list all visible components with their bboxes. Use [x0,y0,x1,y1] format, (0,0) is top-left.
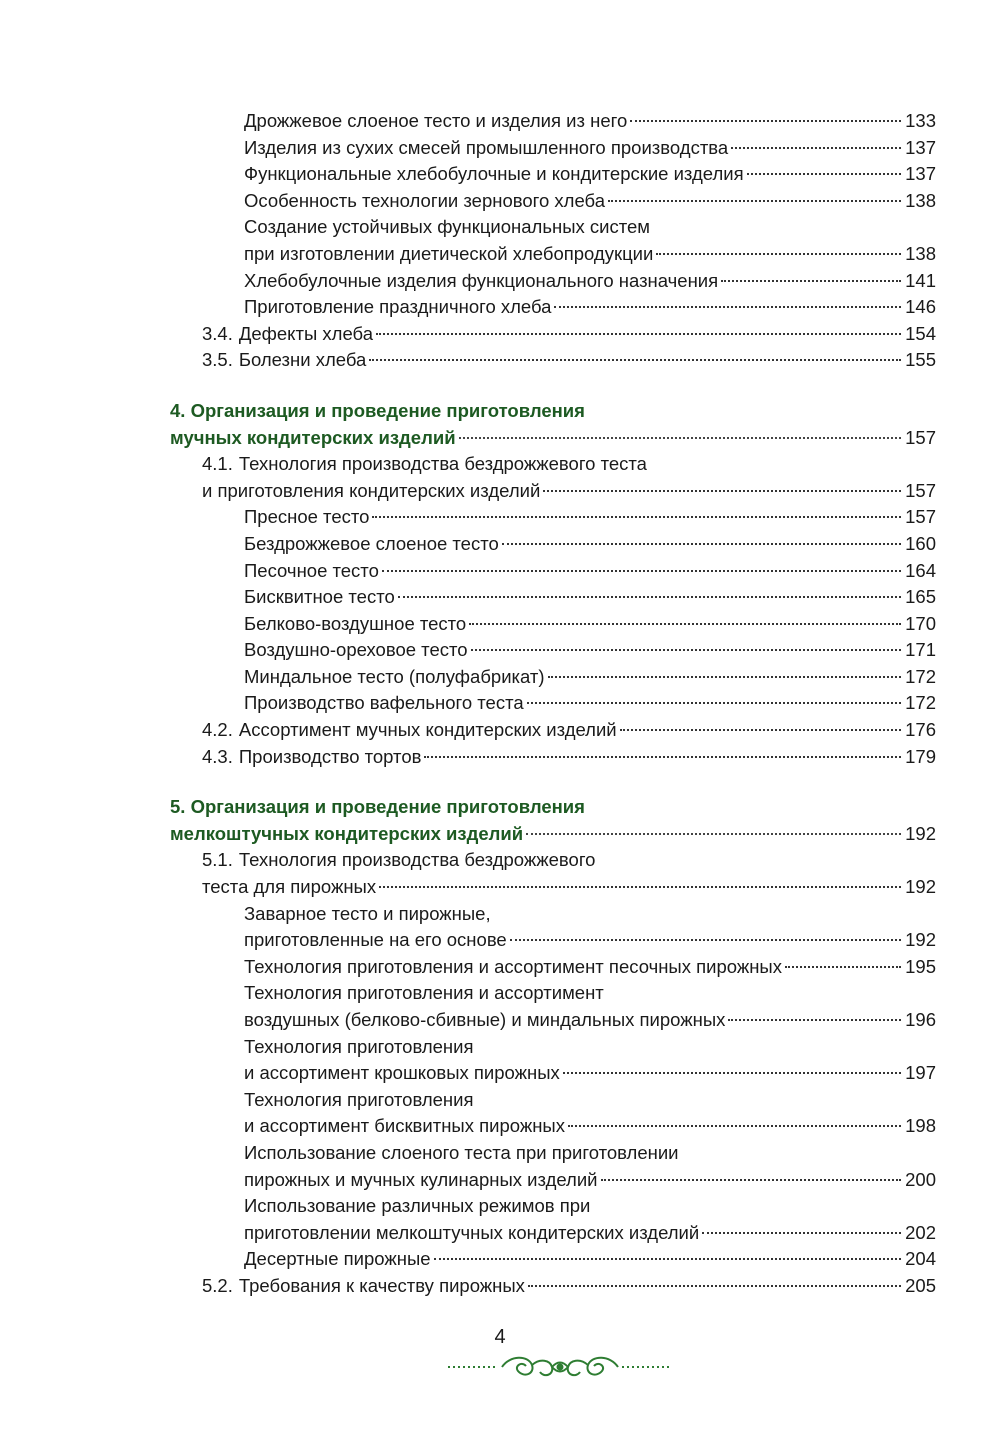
entry-title [170,821,523,848]
entry-title-text: при изготовлении диетической хлебопродукции [244,242,654,264]
toc-row [244,1060,936,1087]
entry-title [202,874,376,901]
entry-title-text: Функциональные хлебобулочные и кондитерские изделия [244,163,744,185]
dot-leader [721,280,901,282]
entry-title [244,161,744,188]
dot-leader [608,200,901,202]
subsection-entry [170,268,936,295]
section-entry [170,347,936,374]
entry-page-number: 200 [905,1168,936,1190]
entry-title-first-line [244,1140,936,1167]
table-of-contents [170,108,936,1300]
entry-title [244,188,605,215]
entry-page-number: 157 [905,479,936,501]
subsection-entry [170,901,936,954]
section-entry [170,744,936,771]
entry-page-number: 195 [905,955,936,977]
dot-leader [656,253,901,255]
entry-page-number: 205 [905,1274,936,1296]
subsection-entry [170,954,936,981]
subsection-entry [170,980,936,1033]
entry-title-lead: Технология приготовления [244,1035,474,1057]
entry-title [244,1167,598,1194]
entry-page-number: 165 [905,586,936,608]
subsection-entry [170,690,936,717]
dot-leader [548,676,901,678]
entry-title-first-line [244,1034,936,1061]
dot-leader [563,1072,901,1074]
entry-page-number: 141 [905,269,936,291]
entry-page-number: 160 [905,532,936,554]
entry-title-lead: Использование различных режимов при [244,1195,591,1217]
subsection-entry [170,1034,936,1087]
section-number: 5.2. [202,1274,233,1296]
dot-leader [369,359,901,361]
entry-title [170,425,456,452]
subsection-entry [170,294,936,321]
toc-row [244,504,936,531]
entry-title-text: Технология приготовления и ассортимент песочных пирожных [244,955,782,977]
entry-title-first-line [244,1087,936,1114]
entry-page-number: 171 [905,639,936,661]
entry-title [244,294,551,321]
entry-title-text: мелкоштучных кондитерских изделий [170,822,524,844]
entry-page-number: 192 [905,876,936,898]
subsection-entry [170,584,936,611]
entry-title-first-line [170,794,936,821]
entry-title-text: пирожных и мучных кулинарных изделий [244,1168,598,1190]
entry-title [244,664,545,691]
entry-title-text: Производство вафельного теста [244,692,524,714]
floral-ornament-icon [440,1352,680,1382]
entry-title [244,637,468,664]
dot-leader [785,966,901,968]
entry-title [244,927,507,954]
entry-page-number: 197 [905,1062,936,1084]
entry-title [244,558,379,585]
section-number: 3.5. [202,349,233,371]
entry-title [202,321,373,348]
toc-row [202,347,936,374]
entry-title [202,1273,525,1300]
toc-row [202,744,936,771]
toc-row [244,611,936,638]
dot-leader [630,120,901,122]
dot-leader [434,1258,901,1260]
page-number: 4 [494,1326,506,1348]
entry-title-text: Воздушно-ореховое тесто [244,639,468,661]
entry-title [244,1007,725,1034]
subsection-entry [170,135,936,162]
subsection-entry [170,637,936,664]
entry-title-text: Дрожжевое слоеное тесто и изделия из него [244,110,628,131]
entry-title-text: мучных кондитерских изделий [170,426,456,448]
toc-row [170,425,936,452]
entry-title-text: Миндальное тесто (полуфабрикат) [244,665,545,687]
subsection-entry [170,504,936,531]
toc-row [244,1220,936,1247]
entry-title [244,108,627,135]
section-number: 3.4. [202,322,233,344]
entry-title-text: теста для пирожных [202,876,377,898]
toc-row [244,927,936,954]
entry-page-number: 157 [905,506,936,528]
entry-title [244,584,395,611]
dot-leader [728,1019,901,1021]
toc-row [244,1246,936,1273]
entry-title [244,1113,565,1140]
section-entry [170,847,936,900]
section-entry [170,321,936,348]
dot-leader [372,516,901,518]
dot-leader [601,1179,901,1181]
entry-page-number: 164 [905,559,936,581]
entry-title [244,531,499,558]
entry-title-text: Хлебобулочные изделия функционального назначения [244,269,719,291]
toc-row [244,294,936,321]
dot-leader [731,147,901,149]
entry-title-text: приготовленные на его основе [244,929,507,951]
entry-title [202,347,366,374]
toc-row [244,108,936,135]
entry-title-lead: Создание устойчивых функциональных систем [244,216,650,238]
entry-title-lead: 4. Организация и проведение приготовления [170,399,585,421]
toc-row [244,690,936,717]
dot-leader [527,702,901,704]
toc-row [202,717,936,744]
toc-row [170,821,936,848]
dot-leader [459,437,901,439]
dot-leader [747,173,901,175]
toc-row [202,478,936,505]
entry-title-text: приготовлении мелкоштучных кондитерских изделий [244,1221,700,1243]
entry-page-number: 155 [905,349,936,371]
entry-page-number: 198 [905,1115,936,1137]
entry-title-text: и приготовления кондитерских изделий [202,479,541,501]
entry-title [244,135,728,162]
dot-leader [554,306,901,308]
entry-title [244,504,369,531]
dot-leader [620,729,901,731]
entry-title-lead: Заварное тесто и пирожные, [244,902,491,924]
entry-title-text: Белково-воздушное тесто [244,612,467,634]
subsection-entry [170,1140,936,1193]
entry-title-text: и ассортимент бисквитных пирожных [244,1115,565,1137]
toc-row [202,1273,936,1300]
entry-title-first-line [202,451,936,478]
subsection-entry [170,558,936,585]
entry-title-text: Дефекты хлеба [238,322,373,344]
toc-row [244,558,936,585]
dot-leader [382,570,901,572]
entry-page-number: 179 [905,745,936,767]
entry-page-number: 176 [905,719,936,741]
entry-title [244,611,466,638]
entry-title-text: Приготовление праздничного хлеба [244,296,552,318]
entry-title-text: Бисквитное тесто [244,586,395,608]
entry-title-lead: Технология производства бездрожжевого [238,849,596,871]
dot-leader [469,623,901,625]
toc-row [244,954,936,981]
entry-title-lead: Технология приготовления и ассортимент [244,982,604,1004]
toc-row [244,584,936,611]
toc-row [244,161,936,188]
section-number: 4.3. [202,745,233,767]
subsection-entry [170,611,936,638]
toc-row [244,241,936,268]
entry-title-text: воздушных (белково-сбивные) и миндальных пирожных [244,1009,726,1030]
entry-page-number: 202 [905,1221,936,1243]
entry-title-lead: Использование слоеного теста при приготовлении [244,1141,679,1163]
toc-row [202,321,936,348]
subsection-entry [170,214,936,267]
dot-leader [526,833,901,835]
entry-title-text: Особенность технологии зернового хлеба [244,189,606,211]
toc-row [244,1167,936,1194]
toc-row [244,531,936,558]
entry-page-number: 138 [905,242,936,264]
entry-page-number: 133 [905,110,936,131]
entry-page-number: 146 [905,296,936,318]
dot-leader [702,1232,901,1234]
entry-title [202,744,421,771]
subsection-entry [170,531,936,558]
toc-row [244,188,936,215]
entry-title-text: Ассортимент мучных кондитерских изделий [238,719,617,741]
entry-page-number: 138 [905,189,936,211]
section-number: 4.1. [202,453,233,475]
entry-title-first-line [244,980,936,1007]
entry-title-first-line [244,214,936,241]
subsection-entry [170,161,936,188]
subsection-entry [170,1087,936,1140]
entry-title-first-line [244,901,936,928]
entry-title-text: Песочное тесто [244,559,379,581]
subsection-entry [170,108,936,135]
entry-page-number: 172 [905,692,936,714]
dot-leader [568,1125,901,1127]
entry-title-text: Требования к качеству пирожных [238,1274,525,1296]
section-number: 5.1. [202,849,233,871]
entry-title [244,954,782,981]
toc-row [244,135,936,162]
entry-page-number: 154 [905,322,936,344]
subsection-entry [170,664,936,691]
section-number: 4.2. [202,719,233,741]
entry-title [244,690,524,717]
toc-row [244,637,936,664]
dot-leader [379,886,901,888]
subsection-entry [170,188,936,215]
dot-leader [502,543,901,545]
entry-page-number: 172 [905,665,936,687]
section-entry [170,717,936,744]
entry-title-text: Болезни хлеба [238,349,367,371]
entry-title [202,478,540,505]
entry-page-number: 137 [905,136,936,158]
toc-row [244,664,936,691]
entry-title-lead: Технология приготовления [244,1088,474,1110]
entry-title-text: Бездрожжевое слоеное тесто [244,532,499,554]
dot-leader [510,939,901,941]
section-entry [170,451,936,504]
entry-page-number: 196 [905,1009,936,1030]
entry-page-number: 157 [905,426,936,448]
entry-title-first-line [202,847,936,874]
chapter-entry [170,398,936,451]
entry-title [244,1246,431,1273]
entry-title-text: Десертные пирожные [244,1248,431,1270]
entry-page-number: 170 [905,612,936,634]
entry-title-text: Производство тортов [238,745,422,767]
entry-title-lead: Технология производства бездрожжевого теста [238,453,647,475]
subsection-entry [170,1193,936,1246]
toc-row [202,874,936,901]
entry-title [244,1220,699,1247]
dot-leader [398,596,901,598]
entry-title-first-line [244,1193,936,1220]
entry-page-number: 192 [905,929,936,951]
entry-title [244,1060,560,1087]
entry-page-number: 204 [905,1248,936,1270]
dot-leader [376,333,901,335]
entry-title [244,268,718,295]
toc-row [244,1007,936,1034]
entry-title-text: и ассортимент крошковых пирожных [244,1062,560,1084]
entry-title-lead: 5. Организация и проведение приготовления [170,796,585,818]
entry-title-text: Пресное тесто [244,506,370,528]
entry-title [202,717,617,744]
dot-leader [528,1285,901,1287]
entry-page-number: 137 [905,163,936,185]
section-entry [170,1273,936,1300]
entry-title-text: Изделия из сухих смесей промышленного производства [244,136,729,158]
entry-page-number: 192 [905,822,936,844]
toc-row [244,268,936,295]
dot-leader [471,649,901,651]
dot-leader [543,490,901,492]
chapter-entry [170,794,936,847]
entry-title-first-line [170,398,936,425]
subsection-entry [170,1246,936,1273]
dot-leader [424,756,901,758]
entry-title [244,241,653,268]
toc-row [244,1113,936,1140]
